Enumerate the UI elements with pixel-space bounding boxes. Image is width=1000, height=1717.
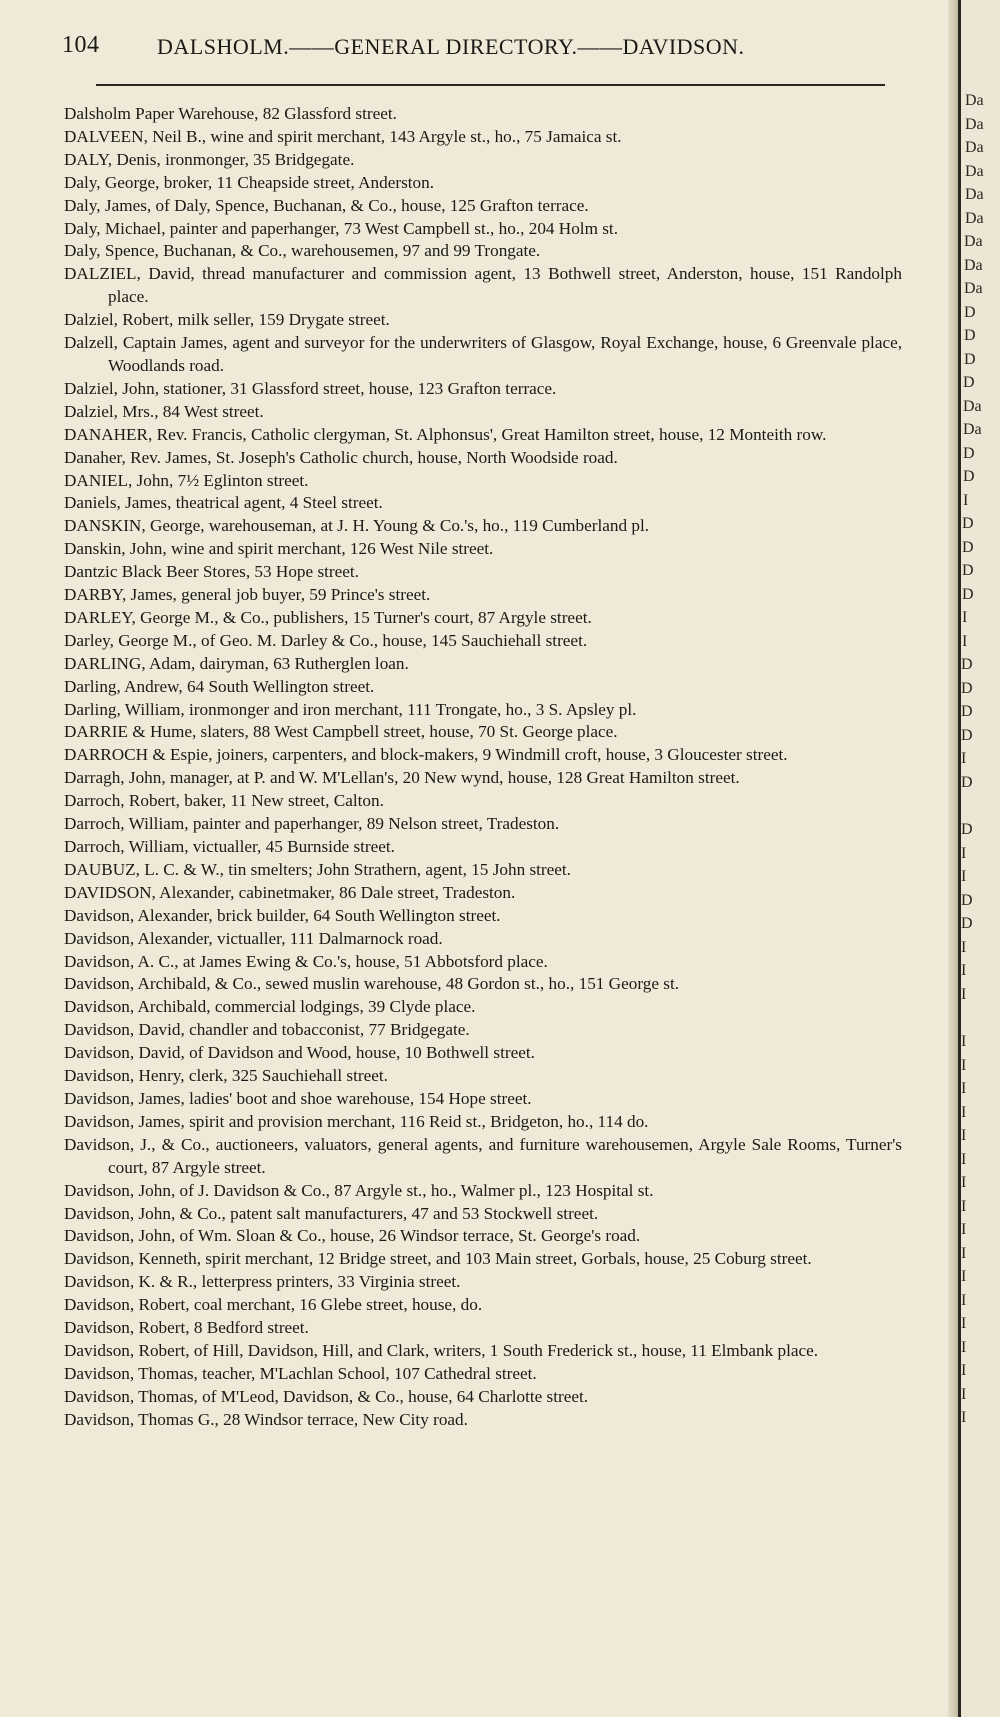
next-page-edge-letter: I xyxy=(961,1409,967,1426)
next-page-edge-letter: I xyxy=(961,1291,967,1309)
next-page-edge-letter: I xyxy=(961,868,967,885)
next-page-edge-letter: I xyxy=(961,1056,967,1074)
header-rule xyxy=(96,84,885,86)
directory-entry: DARLEY, George M., & Co., publishers, 15 Turner's court, 87 Argyle street. xyxy=(64,607,592,627)
directory-entry: DANAHER, Rev. Francis, Catholic clergyman, St. Alphonsus', Great Hamilton street, house, 12 Monteith row. xyxy=(64,424,827,444)
directory-entry: Danaher, Rev. James, St. Joseph's Catholic church, house, North Woodside road. xyxy=(64,447,618,467)
directory-entry: Davidson, James, ladies' boot and shoe warehouse, 154 Hope street. xyxy=(64,1088,532,1108)
next-page-edge-letter: I xyxy=(961,1174,967,1191)
directory-entry: DARRIE & Hume, slaters, 88 West Campbell street, house, 70 St. George place. xyxy=(64,722,618,742)
next-page-edge-letter: I xyxy=(961,962,967,979)
directory-entry: DANSKIN, George, warehouseman, at J. H. Young & Co.'s, ho., 119 Cumberland pl. xyxy=(64,516,650,536)
directory-entry: DARLING, Adam, dairyman, 63 Rutherglen loan. xyxy=(64,653,409,673)
directory-entry: Davidson, John, of J. Davidson & Co., 87 Argyle st., ho., Walmer pl., 123 Hospital st. xyxy=(64,1180,654,1200)
directory-entry: Darragh, John, manager, at P. and W. M'Lellan's, 20 New wynd, house, 128 Great Hamilton street. xyxy=(64,768,740,788)
directory-entry: Daly, Michael, painter and paperhanger, 73 West Campbell st., ho., 204 Holm st. xyxy=(64,218,619,238)
page-header xyxy=(62,32,892,62)
next-page-edge-letter: D xyxy=(964,350,976,368)
next-page-edge-letter: D xyxy=(963,444,975,462)
next-page-edge-letter: I xyxy=(961,1315,967,1332)
next-page-edge-letter: I xyxy=(961,844,967,862)
directory-entry: DALY, Denis, ironmonger, 35 Bridgegate. xyxy=(64,149,355,169)
next-page-edge-letter: I xyxy=(961,1268,967,1285)
directory-entry: Davidson, Thomas, teacher, M'Lachlan School, 107 Cathedral street. xyxy=(64,1363,537,1383)
next-page-edge-letter: D xyxy=(963,374,975,391)
next-page-edge-letter: D xyxy=(962,515,974,532)
directory-entry: Davidson, Archibald, commercial lodgings, 39 Clyde place. xyxy=(64,997,476,1017)
next-page-edge-letter: I xyxy=(961,1221,967,1238)
directory-entry: Davidson, J., & Co., auctioneers, valuators, general agents, and furniture warehousemen, Argyle Sale Rooms, Turner's court, 87 Argyle street. xyxy=(64,1134,902,1177)
directory-entry: Darroch, William, painter and paperhanger, 89 Nelson street, Tradeston. xyxy=(64,814,560,834)
next-page-edge-letter: Da xyxy=(965,186,984,203)
next-page-edge-letter: Da xyxy=(965,115,984,133)
next-page-edge-letter: Da xyxy=(965,139,984,156)
directory-entry: Darling, William, ironmonger and iron merchant, 111 Trongate, ho., 3 S. Apsley pl. xyxy=(64,699,637,719)
next-page-edge-letter: I xyxy=(961,1244,967,1262)
next-page-edge-letter: D xyxy=(961,679,973,697)
next-page-edge-letter: D xyxy=(962,562,974,579)
next-page-edge-letter: I xyxy=(961,750,967,767)
next-page-edge-letter: I xyxy=(961,1385,967,1403)
next-page-edge-letter: I xyxy=(961,1150,967,1168)
directory-entry: Davidson, Alexander, brick builder, 64 South Wellington street. xyxy=(64,905,501,925)
next-page-edge-letter: Da xyxy=(964,233,983,250)
directory-entry: DALZIEL, David, thread manufacturer and commission agent, 13 Bothwell street, Anderston, house, 151 Randolph place. xyxy=(64,264,902,307)
directory-entry: Darroch, Robert, baker, 11 New street, Calton. xyxy=(64,791,384,811)
directory-entry: Davidson, Archibald, & Co., sewed muslin warehouse, 48 Gordon st., ho., 151 George st. xyxy=(64,974,680,994)
next-page-edge-letter: I xyxy=(961,1362,967,1379)
directory-entry: Daniels, James, theatrical agent, 4 Steel street. xyxy=(64,493,383,513)
directory-entry: Darroch, William, victualler, 45 Burnside street. xyxy=(64,837,395,856)
directory-entry: Davidson, Alexander, victualler, 111 Dalmarnock road. xyxy=(64,928,443,948)
directory-entry: DAUBUZ, L. C. & W., tin smelters; John Strathern, agent, 15 John street. xyxy=(64,859,571,879)
directory-entry: Davidson, David, of Davidson and Wood, house, 10 Bothwell street. xyxy=(64,1043,535,1063)
next-page-edge xyxy=(961,0,1000,1717)
next-page-edge-letter: I xyxy=(961,938,967,956)
next-page-edge-letter: Da xyxy=(965,162,984,180)
directory-entry: Davidson, Kenneth, spirit merchant, 12 Bridge street, and 103 Main street, Gorbals, house, 25 Coburg street. xyxy=(64,1249,812,1269)
directory-entry: Davidson, John, & Co., patent salt manufacturers, 47 and 53 Stockwell street. xyxy=(64,1203,599,1223)
next-page-edge-letter: Da xyxy=(963,397,982,415)
directory-entry: Davidson, K. & R., letterpress printers, 33 Virginia street. xyxy=(64,1272,461,1292)
next-page-edge-letter: D xyxy=(961,891,973,909)
next-page-edge-letter: I xyxy=(961,1080,967,1097)
directory-entry: Daly, George, broker, 11 Cheapside street, Anderston. xyxy=(64,172,435,192)
next-page-edge-letter: Da xyxy=(964,280,983,297)
directory-entry: Davidson, Robert, 8 Bedford street. xyxy=(64,1318,309,1338)
directory-entry: DARBY, James, general job buyer, 59 Prince's street. xyxy=(64,585,431,605)
next-page-edge-letter: D xyxy=(961,915,973,932)
directory-entry: Davidson, Robert, coal merchant, 16 Glebe street, house, do. xyxy=(64,1295,483,1315)
next-page-edge-letter: D xyxy=(964,327,976,344)
directory-entry: Dalziel, John, stationer, 31 Glassford street, house, 123 Grafton terrace. xyxy=(64,378,557,398)
next-page-edge-letter: Da xyxy=(964,256,983,274)
directory-entry: Dalzell, Captain James, agent and surveyor for the underwriters of Glasgow, Royal Exchange, house, 6 Greenvale place, Woodlands road. xyxy=(64,333,902,375)
directory-entry: Dalsholm Paper Warehouse, 82 Glassford street. xyxy=(64,104,397,123)
directory-entry: Dantzic Black Beer Stores, 53 Hope street. xyxy=(64,562,359,582)
directory-entry: Dalziel, Robert, milk seller, 159 Drygate street. xyxy=(64,310,390,330)
directory-entry: Davidson, Henry, clerk, 325 Sauchiehall street. xyxy=(64,1066,388,1086)
next-page-edge-letter: D xyxy=(964,303,976,321)
directory-entry: Darley, George M., of Geo. M. Darley & Co., house, 145 Sauchiehall street. xyxy=(64,630,588,650)
directory-entry: Davidson, David, chandler and tobacconist, 77 Bridgegate. xyxy=(64,1020,470,1040)
directory-entry: Davidson, James, spirit and provision merchant, 116 Reid st., Bridgeton, ho., 114 do. xyxy=(64,1111,649,1131)
next-page-edge-letter: I xyxy=(961,1127,967,1144)
next-page-edge-letter: D xyxy=(961,821,973,838)
next-page-edge-letter: D xyxy=(961,726,973,744)
next-page-edge-letter: D xyxy=(963,468,975,485)
directory-entry: Darling, Andrew, 64 South Wellington street. xyxy=(64,676,375,696)
directory-entry: Davidson, A. C., at James Ewing & Co.'s, house, 51 Abbotsford place. xyxy=(64,951,548,971)
directory-entry: Davidson, Robert, of Hill, Davidson, Hill, and Clark, writers, 1 South Frederick st., house, 11 Elmbank place. xyxy=(64,1340,819,1360)
directory-entry: Daly, James, of Daly, Spence, Buchanan, & Co., house, 125 Grafton terrace. xyxy=(64,195,589,215)
next-page-edge-letter: I xyxy=(962,632,968,650)
directory-entry: Dalziel, Mrs., 84 West street. xyxy=(64,401,264,421)
next-page-edge-letter: D xyxy=(961,773,973,791)
next-page-edge-letter: D xyxy=(961,656,973,673)
directory-entry: Daly, Spence, Buchanan, & Co., warehousemen, 97 and 99 Trongate. xyxy=(64,241,541,261)
next-page-edge-letter: I xyxy=(961,1103,967,1121)
next-page-edge-letter: D xyxy=(962,538,974,556)
directory-entry: Danskin, John, wine and spirit merchant, 126 West Nile street. xyxy=(64,539,494,559)
next-page-edge-letter: I xyxy=(961,1338,967,1356)
directory-entry: DAVIDSON, Alexander, cabinetmaker, 86 Dale street, Tradeston. xyxy=(64,882,516,902)
directory-entry: DALVEEN, Neil B., wine and spirit merchant, 143 Argyle st., ho., 75 Jamaica st. xyxy=(64,126,622,146)
next-page-edge-letter: I xyxy=(963,491,969,509)
directory-entries xyxy=(64,103,902,1432)
directory-entry: Davidson, Thomas G., 28 Windsor terrace, New City road. xyxy=(64,1409,468,1429)
next-page-edge-letter: I xyxy=(961,1197,967,1215)
next-page-edge-letter: D xyxy=(962,585,974,603)
directory-entry: Davidson, John, of Wm. Sloan & Co., house, 26 Windsor terrace, St. George's road. xyxy=(64,1226,641,1246)
next-page-edge-letter: Da xyxy=(965,209,984,227)
next-page-edge-letter: I xyxy=(961,1033,967,1050)
next-page-edge-letter: Da xyxy=(965,92,984,109)
directory-entry: Davidson, Thomas, of M'Leod, Davidson, & Co., house, 64 Charlotte street. xyxy=(64,1386,589,1406)
running-head: DALSHOLM.——GENERAL DIRECTORY.——DAVIDSON. xyxy=(157,34,745,59)
next-page-edge-letter: Da xyxy=(963,421,982,438)
page-number: 104 xyxy=(62,32,100,58)
directory-entry: DANIEL, John, 7½ Eglinton street. xyxy=(64,470,309,490)
next-page-edge-letter: D xyxy=(961,703,973,720)
next-page-edge-letter: I xyxy=(962,609,968,626)
directory-entry: DARROCH & Espie, joiners, carpenters, and block-makers, 9 Windmill croft, house, 3 Gloucester street. xyxy=(64,745,788,765)
next-page-edge-letter: I xyxy=(961,985,967,1003)
